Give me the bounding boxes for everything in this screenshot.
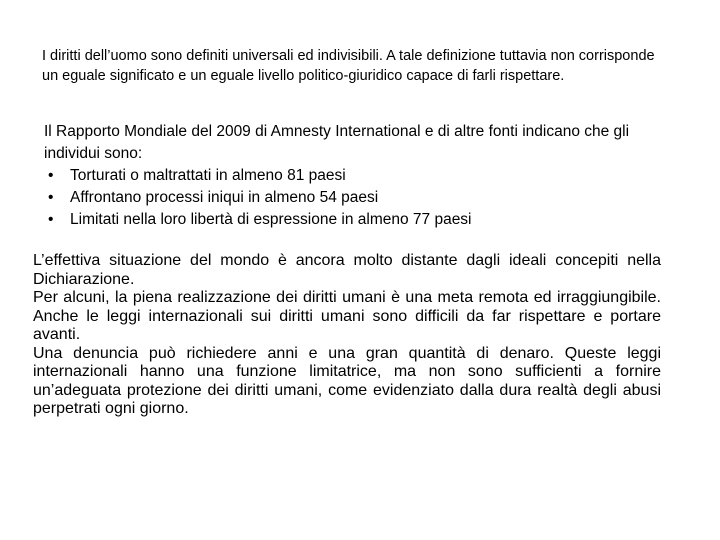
intro-paragraph: I diritti dell’uomo sono definiti universali ed indivisibili. A tale definizione tuttavia non corrisponde un eguale significato e un eguale livello politico-giuridico capace di farli rispettare. xyxy=(42,48,655,84)
situation-paragraph: Per alcuni, la piena realizzazione dei diritti umani è una meta remota ed irraggiungibile. Anche le leggi internazionali sui diritti umani sono difficili da far rispettare e portare avanti. xyxy=(33,289,661,343)
situation-paragraph: Una denuncia può richiedere anni e una gran quantità di denaro. Queste leggi internazionali hanno una funzione limitatrice, ma non sono sufficienti a fornire un’adeguata protezione dei diritti umani, come evidenziato dalla dura realtà degli abusi perpetrati ogni giorno. xyxy=(33,344,661,417)
report-list xyxy=(44,165,684,231)
report-block xyxy=(44,121,684,231)
bullet-icon: • xyxy=(48,211,54,228)
list-item xyxy=(44,165,684,187)
bullet-icon: • xyxy=(48,189,54,206)
list-item-text: Limitati nella loro libertà di espressione in almeno 77 paesi xyxy=(70,211,472,228)
situation-paragraph: L’effettiva situazione del mondo è ancora molto distante dagli ideali concepiti nella Dichiarazione. xyxy=(33,252,661,288)
report-lead: Il Rapporto Mondiale del 2009 di Amnesty International e di altre fonti indicano che gli individui sono: xyxy=(44,123,630,162)
situation-block xyxy=(33,252,661,419)
bullet-icon: • xyxy=(48,167,54,184)
list-item-text: Torturati o maltrattati in almeno 81 paesi xyxy=(70,167,346,184)
list-item xyxy=(44,209,684,231)
list-item-text: Affrontano processi iniqui in almeno 54 paesi xyxy=(70,189,379,206)
list-item xyxy=(44,187,684,209)
